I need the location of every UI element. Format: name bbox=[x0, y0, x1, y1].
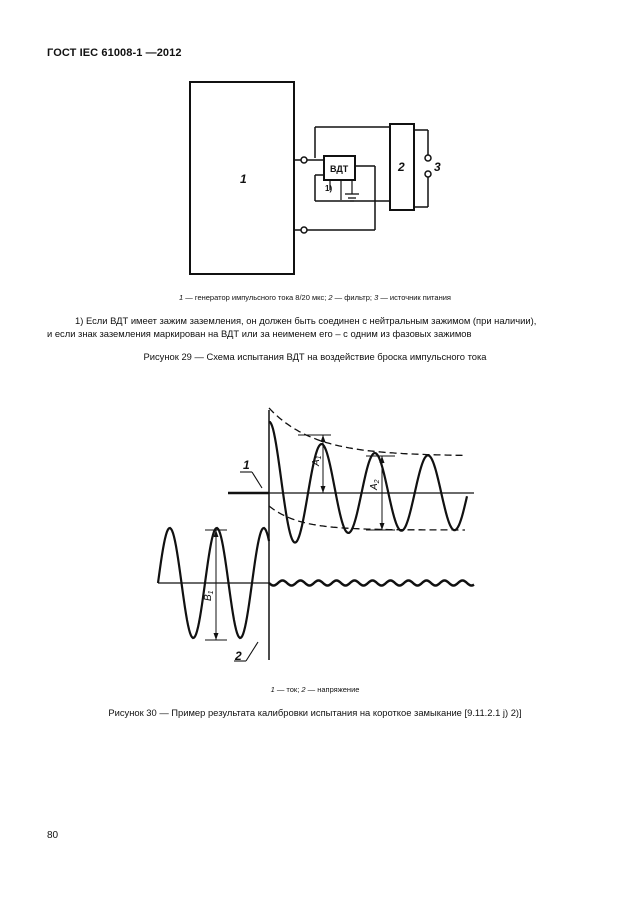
figure-30-caption: Рисунок 30 — Пример результата калибровки испытания на короткое замыкание [9.11.2.1 j) 2)] bbox=[108, 707, 522, 718]
block-1-label: 1 bbox=[240, 172, 247, 186]
curve-2-label: 2 bbox=[235, 649, 242, 663]
current-lower-envelope bbox=[269, 506, 465, 530]
page-number: 80 bbox=[47, 830, 59, 841]
curve-1-label: 1 bbox=[243, 458, 250, 472]
figure-29-caption: Рисунок 29 — Схема испытания ВДТ на воздействие броска импульсного тока bbox=[143, 351, 487, 362]
block-2-label: 2 bbox=[398, 160, 405, 174]
b1-label: $B_1$ bbox=[203, 590, 215, 601]
current-wave bbox=[269, 422, 467, 543]
figure-29-footnote: 1) Если ВДТ имеет зажим заземления, он должен быть соединен с нейтральным зажимом (при наличии), и если знак заземления маркирован на ВДТ или за неименем его – с одним из фазовых зажимов bbox=[47, 315, 537, 339]
footnote-ref-1: 1) bbox=[325, 184, 333, 193]
block-3-label: 3 bbox=[434, 160, 441, 174]
figure-29-legend: 1 — генератор импульсного тока 8/20 мкс; 2 — фильтр; 3 — источник питания bbox=[179, 293, 451, 302]
document-header: ГОСТ IEC 61008-1 —2012 bbox=[47, 47, 182, 59]
voltage-after-trace bbox=[269, 581, 474, 586]
a1-label: $A_1$ bbox=[311, 455, 323, 466]
figure-30-legend: 1 — ток; 2 — напряжение bbox=[270, 685, 360, 694]
current-upper-envelope bbox=[269, 408, 465, 455]
a2-label: $A_2$ bbox=[369, 479, 381, 490]
rcd-label: ВДТ bbox=[330, 164, 349, 174]
